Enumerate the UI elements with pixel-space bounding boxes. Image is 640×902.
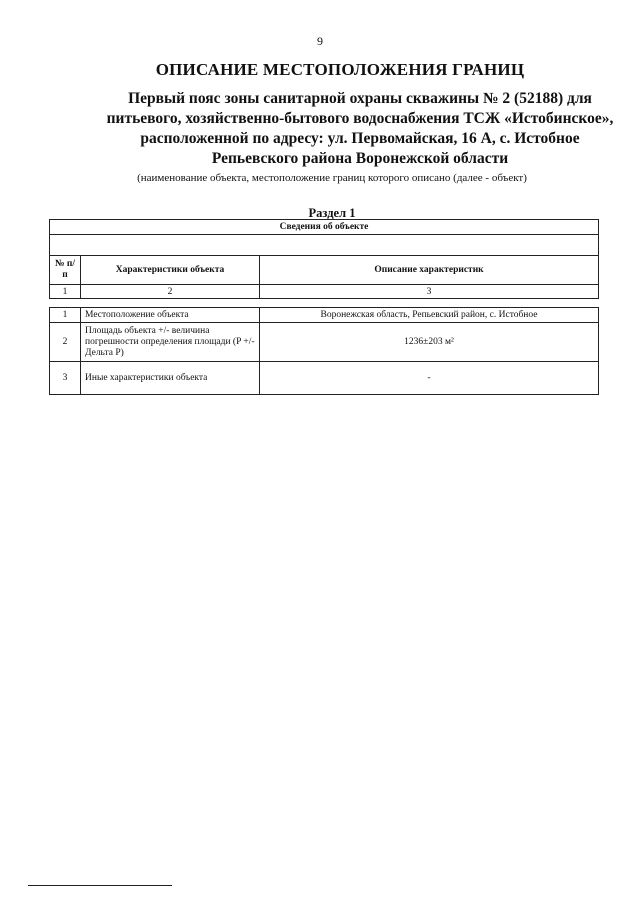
column-header-characteristic: Характеристики объекта — [81, 256, 260, 285]
section-title: Раздел 1 — [308, 206, 356, 220]
object-name-line: Репьевского района Воронежской области — [211, 150, 509, 167]
column-header-description: Описание характеристик — [260, 256, 599, 285]
object-name-caption: (наименование объекта, местоположение границ которого описано (далее - объект) — [137, 172, 527, 184]
row-description: 1236±203 м² — [260, 323, 599, 362]
object-name — [100, 89, 620, 169]
table-row — [50, 362, 599, 395]
page-number: 9 — [317, 34, 323, 48]
empty-row — [50, 235, 599, 256]
column-index: 3 — [260, 285, 599, 299]
row-characteristic: Иные характеристики объекта — [81, 362, 260, 395]
column-index: 1 — [50, 285, 81, 299]
row-number: 1 — [50, 308, 81, 323]
empty-cell — [50, 235, 599, 256]
footer-rule — [28, 885, 172, 886]
row-description: Воронежская область, Репьевский район, с. Истобное — [260, 308, 599, 323]
object-name-line: питьевого, хозяйственно-бытового водоснабжения ТСЖ «Истобинское», — [106, 110, 614, 127]
object-name-line: расположенной по адресу: ул. Первомайская, 16 А, с. Истобное — [140, 130, 580, 147]
row-description: - — [260, 362, 599, 395]
row-number: 3 — [50, 362, 81, 395]
column-header-num: № п/п — [50, 256, 81, 285]
object-info-table — [49, 307, 599, 395]
object-info-table-header — [49, 219, 599, 299]
row-characteristic: Площадь объекта +/- величина погрешности определения площади (P +/- Дельта P) — [81, 323, 260, 362]
table-row — [50, 308, 599, 323]
object-name-line: Первый пояс зоны санитарной охраны скважины № 2 (52188) для — [128, 90, 592, 107]
column-header-row — [50, 256, 599, 285]
table-heading: Сведения об объекте — [50, 220, 599, 235]
document-title: ОПИСАНИЕ МЕСТОПОЛОЖЕНИЯ ГРАНИЦ — [155, 60, 525, 79]
column-index-row — [50, 285, 599, 299]
table-row — [50, 323, 599, 362]
row-number: 2 — [50, 323, 81, 362]
row-characteristic: Местоположение объекта — [81, 308, 260, 323]
column-index: 2 — [81, 285, 260, 299]
